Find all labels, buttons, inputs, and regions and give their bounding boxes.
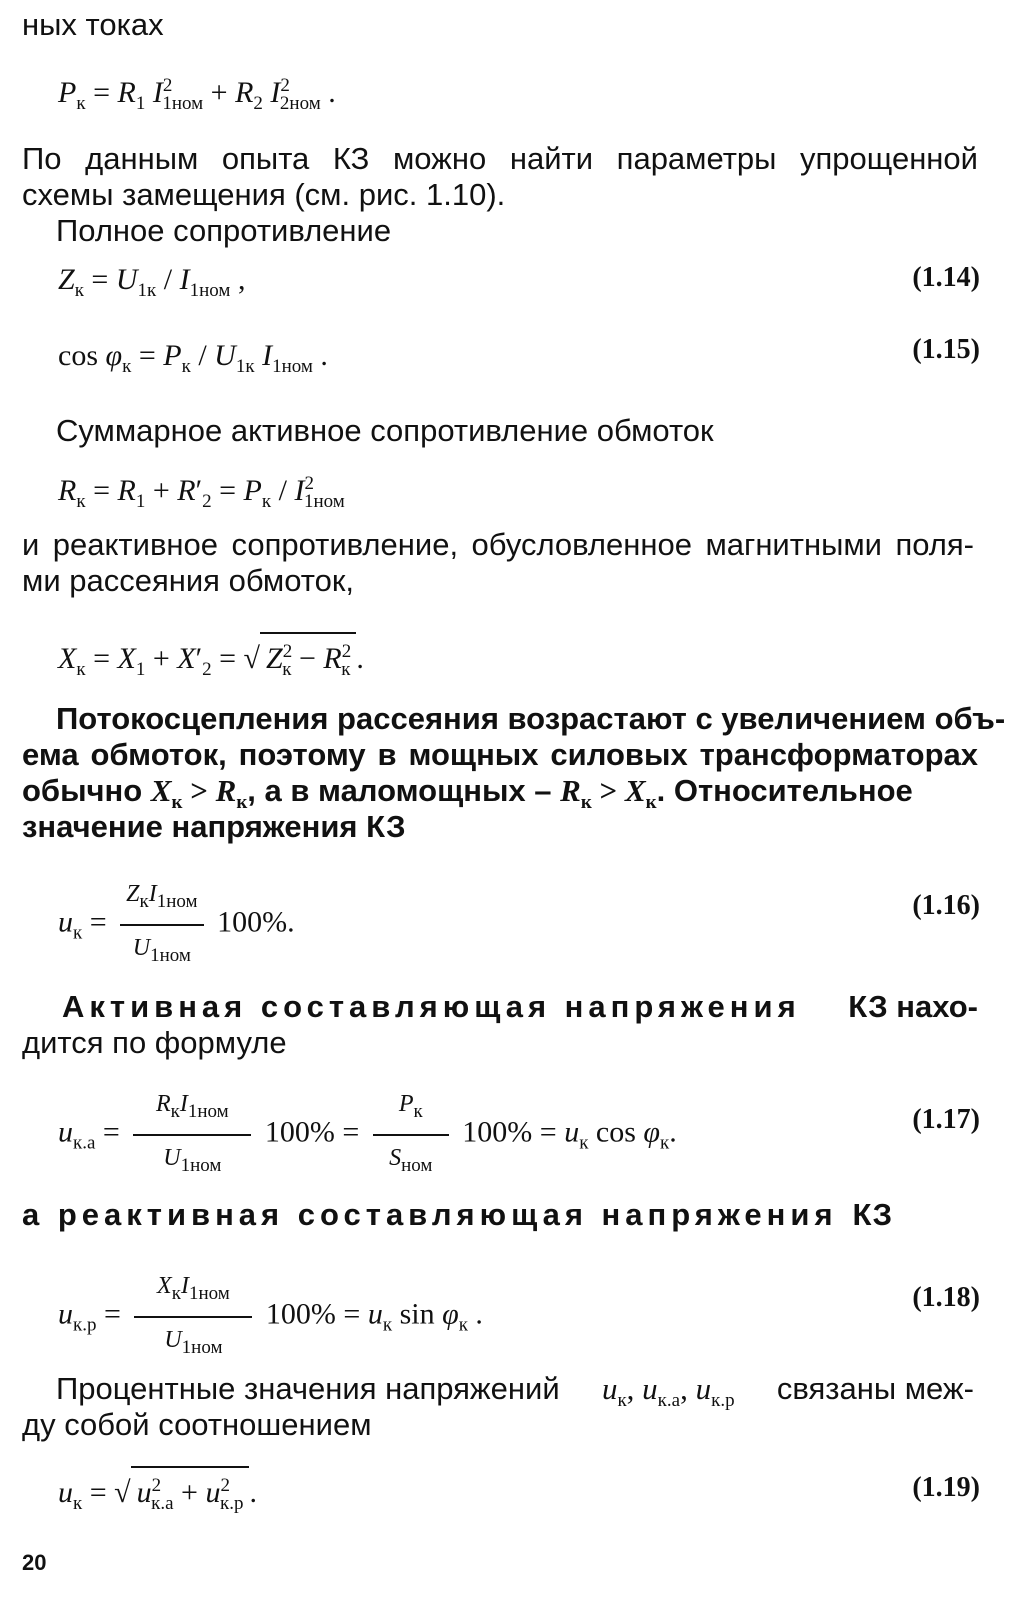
equation-number: (1.17) <box>912 1104 980 1135</box>
text-line: По данным опыта КЗ можно найти параметры упрощенной <box>22 141 978 176</box>
formula-rk: $R_к = R_1 + R'_2 = P_к / I^2_{1ном}$ <box>58 473 345 512</box>
equation-number: (1.16) <box>912 890 980 921</box>
formula-ukp: $u_{к.р}$ = $\frac{X_кI_{1ном}}{U_{1ном}}$ $100\% = u_к$ $\sin \varphi_к$ . <box>58 1268 483 1366</box>
text-line-mixed: Процентные значения напряжений $u_к$, $u_{к.а}$, $u_{к.р}$ связаны меж- <box>56 1371 974 1412</box>
equation-number: (1.18) <box>912 1282 980 1313</box>
text-line: ми рассеяния обмоток, <box>22 563 355 598</box>
text-line: Полное сопротивление <box>56 213 392 248</box>
equation-number: (1.15) <box>912 334 980 365</box>
text-line: ду собой соотношением <box>22 1407 372 1442</box>
formula-zk: $Z_к = U_{1к} / I_{1ном}$ , <box>58 263 246 301</box>
equation-number: (1.14) <box>912 262 980 293</box>
formula-uk: $u_к$ = $\frac{Z_кI_{1ном}}{U_{1ном}}$ 100%. <box>58 876 295 974</box>
formula-uk-sqrt: $u_к$ = √ $u^2_{к.а} + u^2_{к.р}$ . <box>58 1466 257 1522</box>
text-line: схемы замещения (см. рис. 1.10). <box>22 177 506 212</box>
text-line: ема обмоток, поэтому в мощных силовых трансформаторах <box>22 737 978 772</box>
equation-number: (1.19) <box>912 1472 980 1503</box>
text-line: ных токах <box>22 7 164 42</box>
text-line: значение напряжения КЗ <box>22 809 406 844</box>
text-line: Активная составляющая напряжения КЗ нахо- <box>62 989 978 1024</box>
formula-xk: $X_к = X_1 + X'_2$ = √ $Z^2_к - R^2_к$ . <box>58 632 364 688</box>
text-line: а реактивная составляющая напряжения КЗ <box>22 1197 892 1232</box>
text-line: Суммарное активное сопротивление обмоток <box>56 413 714 448</box>
formula-pk: $P_к = R_1$ $I^2_{1ном} + R_2$ $I^2_{2ном}$ . <box>58 75 336 114</box>
formula-uka: $u_{к.а}$ = $\frac{R_кI_{1ном}}{U_{1ном}}$ 100% = $\frac{P_к}{S_{ном}}$ $100\% = u_к$ $\cos \varphi_к$. <box>58 1086 677 1184</box>
formula-cos: $\cos \varphi_к = P_к / U_{1к}$ $I_{1ном}$ . <box>58 339 328 377</box>
text-line-mixed: обычно $X_к > R_к$, а в маломощных – $R_к > X_к$. Относительное <box>22 773 913 814</box>
page-number: 20 <box>22 1550 47 1575</box>
text-line: Потокосцепления рассеяния возрастают с увеличением объ- <box>56 701 1006 736</box>
text-line: и реактивное сопротивление, обусловленное магнитными поля- <box>22 527 974 562</box>
text-line: дится по формуле <box>22 1025 287 1060</box>
